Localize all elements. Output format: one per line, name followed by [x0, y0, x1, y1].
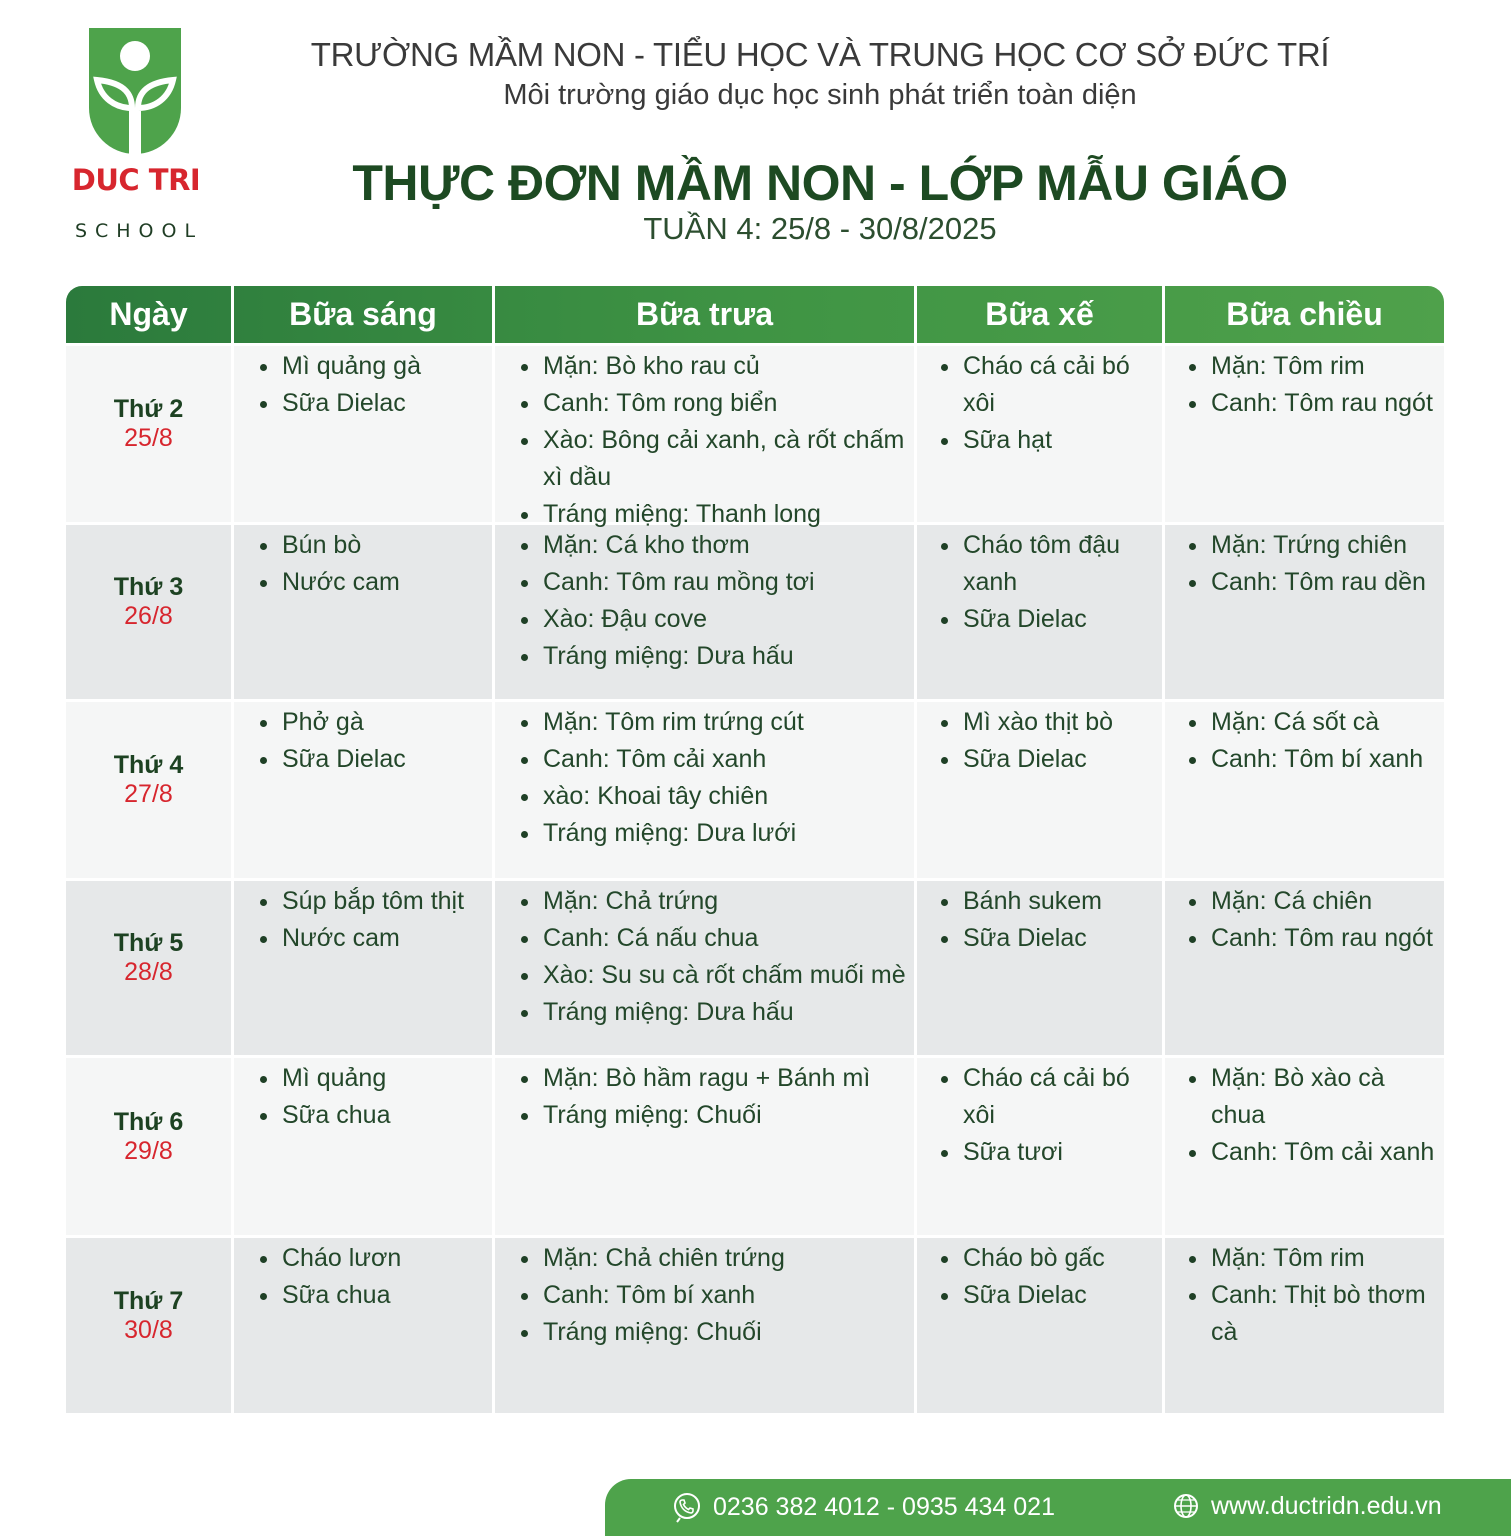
dish-item: Canh: Tôm bí xanh	[1187, 741, 1438, 778]
dish-list	[495, 527, 914, 675]
day-name: Thứ 6	[113, 1107, 184, 1136]
dinner-cell	[1165, 881, 1444, 1055]
lunch-cell	[495, 1058, 917, 1235]
day-cell	[66, 881, 234, 1055]
day-cell	[66, 346, 234, 522]
dish-list	[1165, 527, 1444, 601]
table-row	[66, 878, 1444, 1055]
day-date: 25/8	[124, 424, 173, 452]
school-name: TRƯỜNG MẦM NON - TIỂU HỌC VÀ TRUNG HỌC CƠ SỞ ĐỨC TRÍ	[310, 36, 1330, 73]
dinner-cell	[1165, 525, 1444, 699]
dish-item: Canh: Tôm rau dền	[1187, 564, 1438, 601]
dish-item: Mặn: Tôm rim	[1187, 348, 1438, 385]
table-row	[66, 699, 1444, 878]
dish-list	[495, 1060, 914, 1134]
day-date: 26/8	[124, 602, 173, 630]
dish-list	[917, 527, 1162, 638]
header-breakfast: Bữa sáng	[234, 286, 495, 343]
snack-cell	[917, 346, 1165, 522]
dish-item: Cháo bò gấc	[939, 1240, 1156, 1277]
breakfast-cell	[234, 881, 495, 1055]
breakfast-cell	[234, 1238, 495, 1413]
day-date: 29/8	[124, 1136, 173, 1165]
dish-list	[1165, 1060, 1444, 1171]
dish-item: Mì quảng	[258, 1060, 486, 1097]
dish-item: Canh: Tôm cải xanh	[1187, 1134, 1438, 1171]
lunch-cell	[495, 346, 917, 528]
dish-list	[495, 348, 914, 533]
day-name: Thứ 5	[113, 929, 184, 957]
dish-item: Mặn: Trứng chiên	[1187, 527, 1438, 564]
snack-cell	[917, 1238, 1165, 1413]
day-name: Thứ 7	[113, 1286, 184, 1315]
dish-item: Xào: Su su cà rốt chấm muối mè	[519, 957, 908, 994]
school-slogan: Môi trường giáo dục học sinh phát triển toàn diện	[503, 79, 1137, 111]
lunch-cell	[495, 881, 917, 1055]
day-date: 27/8	[124, 780, 173, 808]
dish-list	[917, 883, 1162, 957]
dish-item: Tráng miệng: Chuối	[519, 1097, 908, 1134]
dish-list	[917, 1240, 1162, 1314]
dish-item: Nước cam	[258, 920, 486, 957]
dish-item: Mặn: Tôm rim	[1187, 1240, 1438, 1277]
dish-item: Cháo cá cải bó xôi	[939, 1060, 1156, 1134]
dish-list	[234, 1240, 492, 1314]
snack-cell	[917, 525, 1165, 699]
dish-list	[234, 883, 492, 957]
dish-item: Cháo cá cải bó xôi	[939, 348, 1156, 422]
dish-item: Mặn: Bò kho rau củ	[519, 348, 908, 385]
dish-item: Mặn: Cá sốt cà	[1187, 704, 1438, 741]
dish-item: Mặn: Bò hầm ragu + Bánh mì	[519, 1060, 908, 1097]
dish-item: Sữa hạt	[939, 422, 1156, 459]
dish-list	[1165, 883, 1444, 957]
dish-item: Tráng miệng: Thanh long	[519, 496, 908, 533]
logo-brand-name: DUC TRI	[71, 163, 201, 197]
day-cell	[66, 702, 234, 878]
dish-list	[234, 527, 492, 601]
dish-list	[495, 1240, 914, 1351]
dish-item: Mặn: Bò xào cà chua	[1187, 1060, 1438, 1134]
dish-list	[917, 1060, 1162, 1171]
phone-numbers[interactable]: 0236 382 4012 - 0935 434 021	[713, 1492, 1055, 1521]
dish-item: Mặn: Chả chiên trứng	[519, 1240, 908, 1277]
day-name: Thứ 3	[113, 573, 184, 601]
day-name: Thứ 4	[113, 751, 184, 779]
dish-item: Súp bắp tôm thịt	[258, 883, 486, 920]
logo-brand-sub: SCHOOL	[74, 220, 204, 242]
table-row	[66, 1055, 1444, 1235]
lunch-cell	[495, 702, 917, 878]
header-snack: Bữa xế	[917, 286, 1165, 343]
dish-item: Sữa Dielac	[939, 920, 1156, 957]
dish-list	[234, 348, 492, 422]
dinner-cell	[1165, 702, 1444, 878]
breakfast-cell	[234, 702, 495, 878]
day-cell	[66, 1238, 234, 1413]
table-header	[66, 286, 1444, 343]
dish-list	[917, 348, 1162, 459]
phone-icon	[671, 1491, 703, 1523]
dish-item: Mặn: Cá chiên	[1187, 883, 1438, 920]
dish-item: Mì xào thịt bò	[939, 704, 1156, 741]
dish-list	[1165, 704, 1444, 778]
footer-phone	[671, 1491, 1055, 1523]
dinner-cell	[1165, 346, 1444, 522]
dish-item: Mặn: Tôm rim trứng cút	[519, 704, 908, 741]
dish-list	[495, 704, 914, 852]
dish-item: Tráng miệng: Chuối	[519, 1314, 908, 1351]
dish-item: Xào: Đậu cove	[519, 601, 908, 638]
dish-list	[1165, 348, 1444, 422]
dish-item: Phở gà	[258, 704, 486, 741]
week-range: TUẦN 4: 25/8 - 30/8/2025	[643, 211, 997, 246]
dish-item: xào: Khoai tây chiên	[519, 778, 908, 815]
dish-list	[495, 883, 914, 1031]
dish-item: Bánh sukem	[939, 883, 1156, 920]
shield-sprout-icon	[89, 28, 181, 154]
menu-table	[66, 286, 1444, 1413]
snack-cell	[917, 881, 1165, 1055]
dish-item: Sữa chua	[258, 1277, 486, 1314]
dish-item: Bún bò	[258, 527, 486, 564]
day-cell	[66, 1058, 234, 1235]
dish-item: Sữa tươi	[939, 1134, 1156, 1171]
dish-item: Sữa chua	[258, 1097, 486, 1134]
dish-list	[1165, 1240, 1444, 1351]
dinner-cell	[1165, 1058, 1444, 1235]
dish-item: Sữa Dielac	[939, 601, 1156, 638]
header-dinner: Bữa chiều	[1226, 296, 1383, 332]
day-name: Thứ 2	[113, 395, 184, 423]
dish-item: Canh: Tôm bí xanh	[519, 1277, 908, 1314]
table-row	[66, 522, 1444, 699]
dish-item: Canh: Cá nấu chua	[519, 920, 908, 957]
dish-item: Canh: Tôm rau ngót	[1187, 385, 1438, 422]
dish-list	[917, 704, 1162, 778]
dish-item: Sữa Dielac	[939, 741, 1156, 778]
dinner-cell	[1165, 1238, 1444, 1413]
globe-icon	[1171, 1491, 1201, 1521]
footer-website	[1171, 1491, 1442, 1521]
breakfast-cell	[234, 525, 495, 699]
dish-item: Canh: Tôm rau mồng tơi	[519, 564, 908, 601]
dish-item: Mặn: Cá kho thơm	[519, 527, 908, 564]
dish-item: Cháo tôm đậu xanh	[939, 527, 1156, 601]
day-date: 30/8	[124, 1315, 173, 1344]
dish-item: Canh: Thịt bò thơm cà	[1187, 1277, 1438, 1351]
table-row	[66, 343, 1444, 528]
dish-item: Sữa Dielac	[258, 741, 486, 778]
dish-item: Mì quảng gà	[258, 348, 486, 385]
dish-item: Sữa Dielac	[258, 385, 486, 422]
dish-item: Sữa Dielac	[939, 1277, 1156, 1314]
website-link[interactable]: www.ductridn.edu.vn	[1211, 1491, 1442, 1520]
dish-item: Nước cam	[258, 564, 486, 601]
contact-footer	[605, 1479, 1511, 1536]
table-row	[66, 1235, 1444, 1413]
dish-list	[234, 704, 492, 778]
lunch-cell	[495, 525, 917, 699]
breakfast-cell	[234, 1058, 495, 1235]
dish-list	[234, 1060, 492, 1134]
dish-item: Xào: Bông cải xanh, cà rốt chấm xì dầu	[519, 422, 908, 496]
snack-cell	[917, 1058, 1165, 1235]
dish-item: Canh: Tôm cải xanh	[519, 741, 908, 778]
dish-item: Mặn: Chả trứng	[519, 883, 908, 920]
dish-item: Tráng miệng: Dưa lưới	[519, 815, 908, 852]
breakfast-cell	[234, 346, 495, 522]
dish-item: Canh: Tôm rong biển	[519, 385, 908, 422]
day-date: 28/8	[124, 958, 173, 986]
dish-item: Canh: Tôm rau ngót	[1187, 920, 1438, 957]
snack-cell	[917, 702, 1165, 878]
dish-item: Cháo lươn	[258, 1240, 486, 1277]
header-day: Ngày	[66, 286, 234, 343]
page-title: THỰC ĐƠN MẦM NON - LỚP MẪU GIÁO	[352, 155, 1288, 211]
lunch-cell	[495, 1238, 917, 1413]
header-lunch: Bữa trưa	[495, 286, 917, 343]
dish-item: Tráng miệng: Dưa hấu	[519, 638, 908, 675]
dish-item: Tráng miệng: Dưa hấu	[519, 994, 908, 1031]
day-cell	[66, 525, 234, 699]
table-body	[66, 343, 1444, 1413]
